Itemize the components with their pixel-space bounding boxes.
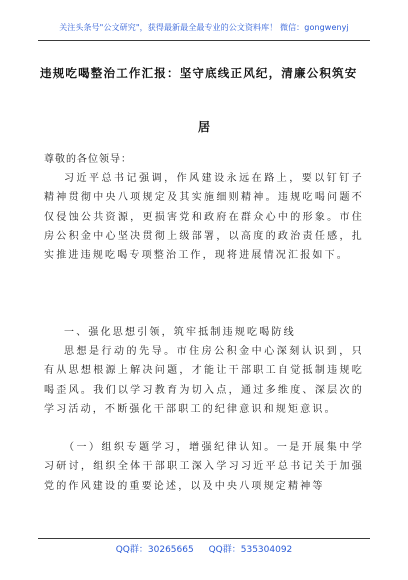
- header-banner: 关注头条号"公文研究"，获得最新最全最专业的公文资料库！ 微信：gongwenyj: [59, 23, 349, 32]
- document-title-continuation: 居: [197, 120, 210, 134]
- qq-group-1: QQ群：30265665: [115, 545, 194, 555]
- qq-group-2: QQ群：535304092: [208, 545, 293, 555]
- paragraph-intro: 习近平总书记强调，作风建设永远在路上，要以钉钉子精神贯彻中央八项规定及其实施细则精神。违规吃喝问题不仅侵蚀公共资源，更损害党和政府在群众心中的形象。市住房公积金中心坚决贯彻上级部署，以高度的政治责任感，扎实推进违规吃喝专项整治工作，现将进展情况汇报如下。: [44, 173, 364, 262]
- paragraph-body: 思想是行动的先导。市住房公积金中心深刻认识到，只有从思想根源上解决问题，才能让干部职工自觉抵制违规吃喝歪风。我们以学习教育为切入点，通过多维度、深层次的学习活动，不断强化干部职工的纪律意识和规矩意识。: [44, 346, 364, 415]
- footer-divider: [38, 538, 370, 539]
- header-divider: [38, 40, 370, 41]
- section-heading: 一、强化思想引领，筑牢抵制违规吃喝防线: [64, 327, 296, 338]
- salutation: 尊敬的各位领导：: [44, 154, 132, 165]
- document-title: 违规吃喝整治工作汇报：坚守底线正风纪，清廉公积筑安: [40, 66, 358, 80]
- paragraph-subsection: （一）组织专题学习，增强纪律认知。一是开展集中学习研讨，组织全体干部职工深入学习习近平总书记关于加强党的作风建设的重要论述，以及中央八项规定精神等: [44, 442, 364, 492]
- footer-contact: [0, 542, 408, 555]
